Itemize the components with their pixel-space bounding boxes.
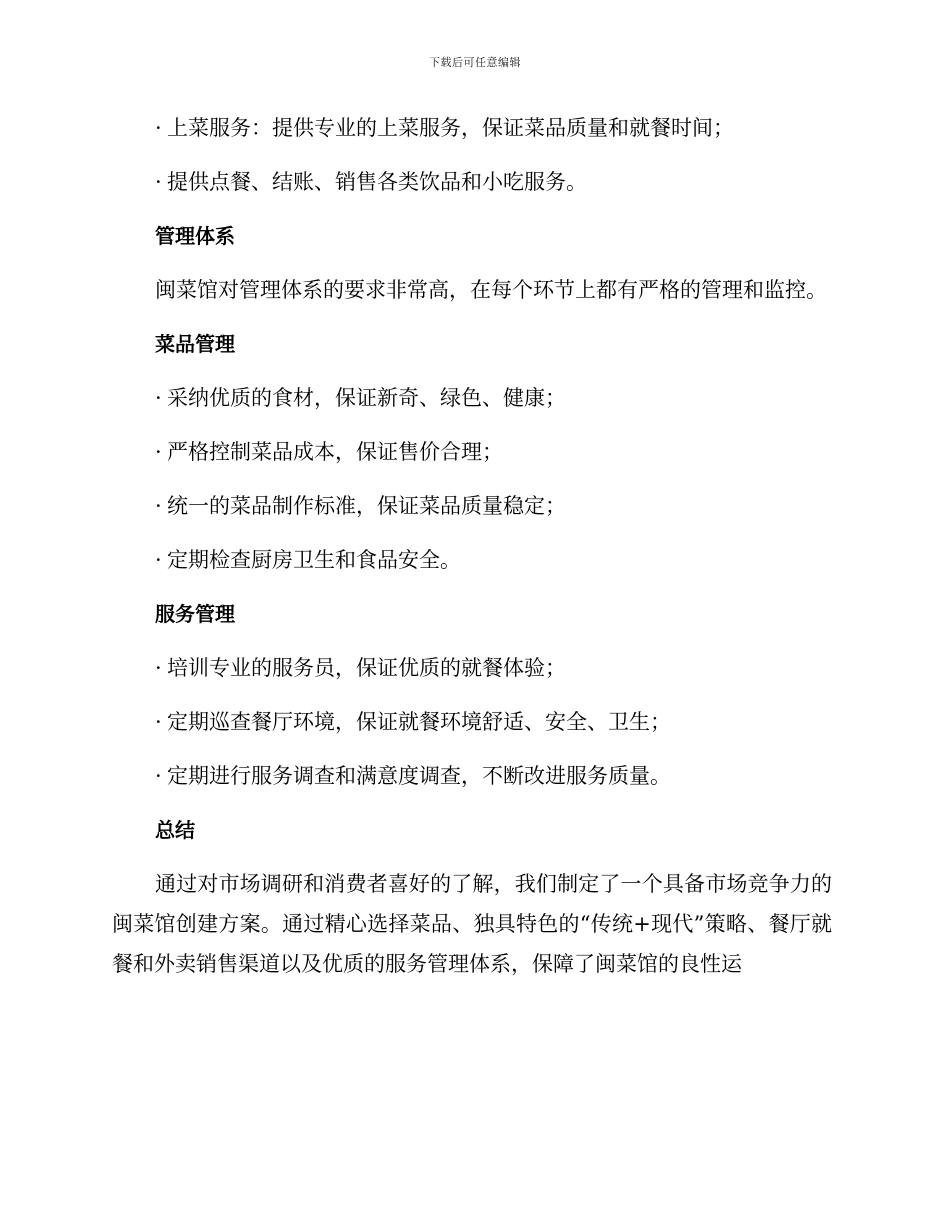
list-item-text: 统一的菜品制作标准，保证菜品质量稳定； [167, 494, 566, 518]
paragraph-management-system: 闽菜馆对管理体系的要求非常高，在每个环节上都有严格的管理和监控。 [155, 278, 827, 302]
list-item [112, 108, 832, 148]
list-item [112, 756, 832, 796]
list-item-text: 采纳优质的食材，保证新奇、绿色、健康； [167, 386, 566, 410]
list-item [112, 648, 832, 688]
bullet-marker: · [155, 494, 162, 518]
list-item-text: 定期检查厨房卫生和食品安全。 [167, 548, 461, 572]
list-item [112, 540, 832, 580]
bullet-marker: · [155, 548, 162, 572]
section-heading-management-system: 管理体系 [155, 224, 235, 248]
paragraph-summary: 通过对市场调研和消费者喜好的了解，我们制定了一个具备市场竞争力的闽菜馆创建方案。通过精心选择菜品、独具特色的“传统+现代”策略、餐厅就餐和外卖销售渠道以及优质的服务管理体系，保障了闽菜馆的良性运 [112, 872, 832, 976]
bullet-marker: · [155, 710, 162, 734]
bullet-marker: · [155, 764, 162, 788]
section-heading-dish-management: 菜品管理 [155, 332, 235, 356]
list-item-text: 定期巡查餐厅环境，保证就餐环境舒适、安全、卫生； [167, 710, 671, 734]
bullet-marker: · [155, 170, 162, 194]
document-body [112, 108, 832, 998]
list-item [112, 162, 832, 202]
list-item-text: 严格控制菜品成本，保证售价合理； [167, 440, 503, 464]
section-heading-summary: 总结 [155, 818, 195, 842]
list-item [112, 378, 832, 418]
list-item [112, 702, 832, 742]
header-note: 下载后可任意编辑 [429, 56, 521, 69]
list-item-text: 定期进行服务调查和满意度调查，不断改进服务质量。 [167, 764, 671, 788]
bullet-marker: · [155, 656, 162, 680]
bullet-marker: · [155, 440, 162, 464]
bullet-marker: · [155, 386, 162, 410]
list-item [112, 486, 832, 526]
section-heading-service-management: 服务管理 [155, 602, 235, 626]
bullet-marker: · [155, 116, 162, 140]
list-item-text: 上菜服务：提供专业的上菜服务，保证菜品质量和就餐时间； [167, 116, 734, 140]
list-item-text: 培训专业的服务员，保证优质的就餐体验； [167, 656, 566, 680]
list-item [112, 432, 832, 472]
list-item-text: 提供点餐、结账、销售各类饮品和小吃服务。 [167, 170, 587, 194]
